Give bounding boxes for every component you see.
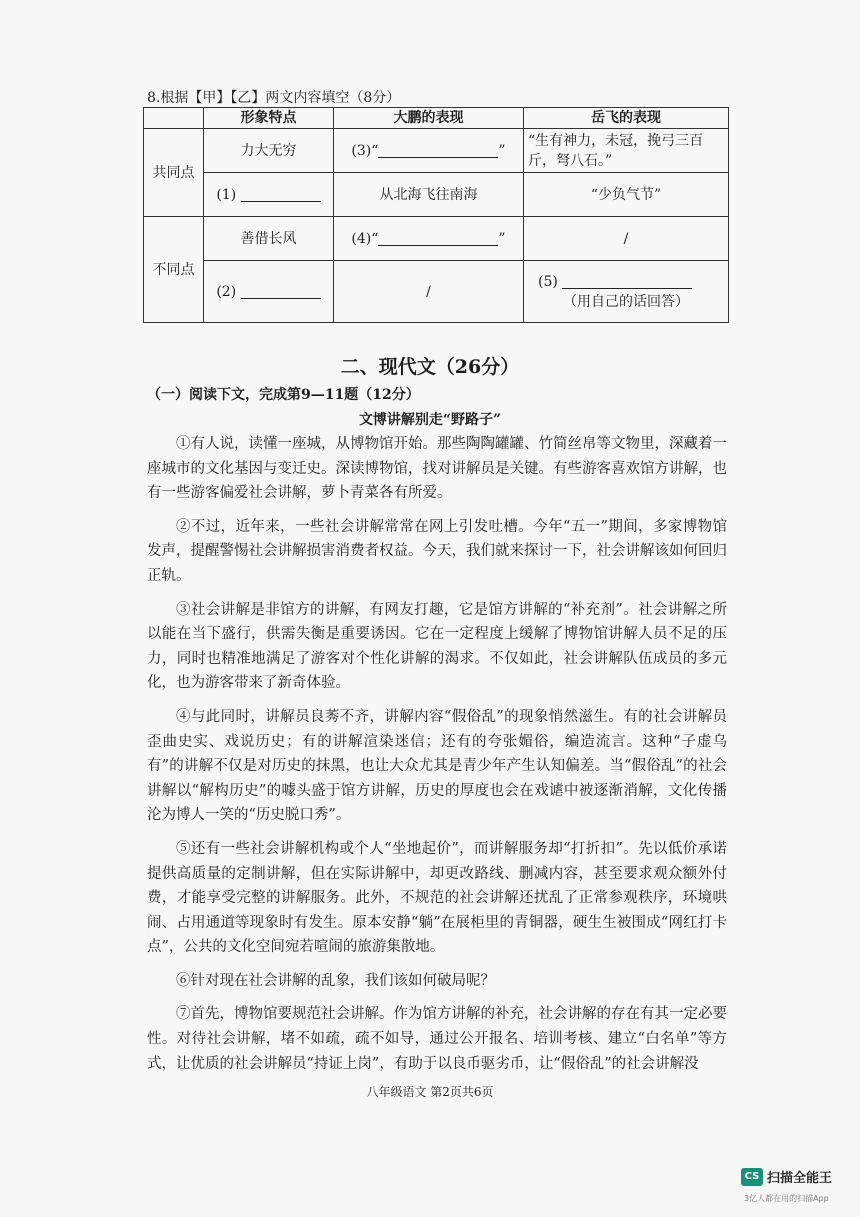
table-row bbox=[144, 173, 729, 217]
camscanner-logo-icon: CS bbox=[741, 1168, 763, 1186]
camscanner-name: 扫描全能王 bbox=[767, 1171, 833, 1186]
paragraph: ⑥针对现在社会讲解的乱象，我们该如何破局呢？ bbox=[176, 972, 495, 989]
yuefei-cell bbox=[524, 261, 729, 323]
section-sub-heading: （一）阅读下文，完成第9—11题（12分） bbox=[147, 387, 420, 403]
trait-cell: 力大无穷 bbox=[204, 129, 334, 173]
blank-5-label: (5) bbox=[538, 273, 558, 290]
blank-4-close: ” bbox=[498, 230, 506, 247]
paragraph: ⑤还有一些社会讲解机构或个人“坐地起价”，而讲解服务却“打折扣”。先以低价承诺提供高质量的定制讲解，但在实际讲解中，却更改路线、删减内容，甚至要求观众额外付费，才能享受完整的讲解服务。此外，不规范的社会讲解还扰乱了正常参观秩序，环境哄闹、占用通道等现象时有发生。原本安静“躺”在展柜里的青铜器，硬生生被围成“网红打卡点”，公共的文化空间宛若喧闹的旅游集散地。 bbox=[147, 840, 727, 956]
paragraph: ①有人说，读懂一座城，从博物馆开始。那些陶陶罐罐、竹简丝帛等文物里，深藏着一座城市的文化基因与变迁史。深读博物馆，找对讲解员是关键。有些游客喜欢馆方讲解，也有一些游客偏爱社会讲解，萝卜青菜各有所爱。 bbox=[147, 436, 727, 502]
blank-3-close: ” bbox=[498, 142, 506, 159]
group-different: 不同点 bbox=[144, 217, 204, 323]
paragraph: ②不过，近年来，一些社会讲解常常在网上引发吐槽。今年“五一”期间，多家博物馆发声，提醒警惕社会讲解损害消费者权益。今天，我们就来探讨一下，社会讲解该如何回归正轨。 bbox=[147, 518, 727, 584]
trait-cell: 善借长风 bbox=[204, 217, 334, 261]
yuefei-cell: “生有神力，未冠，挽弓三百斤，弩八石。” bbox=[524, 129, 729, 173]
article-body bbox=[147, 432, 727, 1085]
header-dapeng: 大鹏的表现 bbox=[334, 108, 524, 129]
blank-4-label: (4)“ bbox=[351, 230, 379, 247]
article-title: 文博讲解别走“野路子” bbox=[358, 412, 502, 428]
page-footer: 八年级语文 第2页共6页 bbox=[366, 1085, 494, 1099]
blank-2-label: (2) bbox=[216, 283, 237, 300]
paragraph: ④与此同时，讲解员良莠不齐，讲解内容“假俗乱”的现象悄然滋生。有的社会讲解员歪曲史实、戏说历史；有的讲解渲染迷信；还有的夸张媚俗，编造流言。这种“子虚乌有”的讲解不仅是对历史的抹黑，也让大众尤其是青少年产生认知偏差。当“假俗乱”的社会讲解以“解构历史”的噱头盛于馆方讲解，历史的厚度也会在戏谑中被逐渐消解，文化传播沦为博人一笑的“历史脱口秀”。 bbox=[147, 708, 727, 824]
header-trait: 形象特点 bbox=[204, 108, 334, 129]
header-empty bbox=[144, 108, 204, 129]
blank-1-label: (1) bbox=[216, 186, 237, 203]
camscanner-tagline: 3亿人都在用的扫描App bbox=[744, 1194, 829, 1203]
blank-3-label: (3)“ bbox=[351, 142, 379, 159]
table-row bbox=[144, 129, 729, 173]
trait-cell bbox=[204, 261, 334, 323]
blank-3[interactable] bbox=[378, 143, 498, 158]
section-heading: 二、现代文（26分） bbox=[340, 356, 520, 378]
table-row bbox=[144, 217, 729, 261]
trait-cell bbox=[204, 173, 334, 217]
dapeng-cell: 从北海飞往南海 bbox=[334, 173, 524, 217]
blank-5[interactable] bbox=[562, 274, 692, 289]
dapeng-cell: / bbox=[334, 261, 524, 323]
blank-4[interactable] bbox=[378, 231, 498, 246]
paragraph: ⑦首先，博物馆要规范社会讲解。作为馆方讲解的补充，社会讲解的存在有其一定必要性。对待社会讲解，堵不如疏，疏不如导，通过公开报名、培训考核、建立“白名单”等方式，让优质的社会讲解员“持证上岗”，有助于以良币驱劣币，让“假俗乱”的社会讲解没 bbox=[147, 1006, 727, 1072]
dapeng-cell bbox=[334, 129, 524, 173]
group-common: 共同点 bbox=[144, 129, 204, 217]
yuefei-cell: / bbox=[524, 217, 729, 261]
paragraph: ③社会讲解是非馆方的讲解，有网友打趣，它是馆方讲解的“补充剂”。社会讲解之所以能在当下盛行，供需失衡是重要诱因。它在一定程度上缓解了博物馆讲解人员不足的压力，同时也精准地满足了游客对个性化讲解的渴求。不仅如此，社会讲解队伍成员的多元化，也为游客带来了新奇体验。 bbox=[147, 601, 727, 692]
fill-in-table bbox=[143, 107, 729, 323]
yuefei-cell: “少负气节” bbox=[524, 173, 729, 217]
blank-1[interactable] bbox=[241, 187, 321, 202]
table-header-row bbox=[144, 108, 729, 129]
blank-2[interactable] bbox=[241, 284, 321, 299]
answer-note: （用自己的话回答） bbox=[563, 293, 689, 310]
question-8-prompt: 8.根据【甲】【乙】两文内容填空（8分） bbox=[147, 90, 401, 106]
dapeng-cell bbox=[334, 217, 524, 261]
table-row bbox=[144, 261, 729, 323]
header-yuefei: 岳飞的表现 bbox=[524, 108, 729, 129]
